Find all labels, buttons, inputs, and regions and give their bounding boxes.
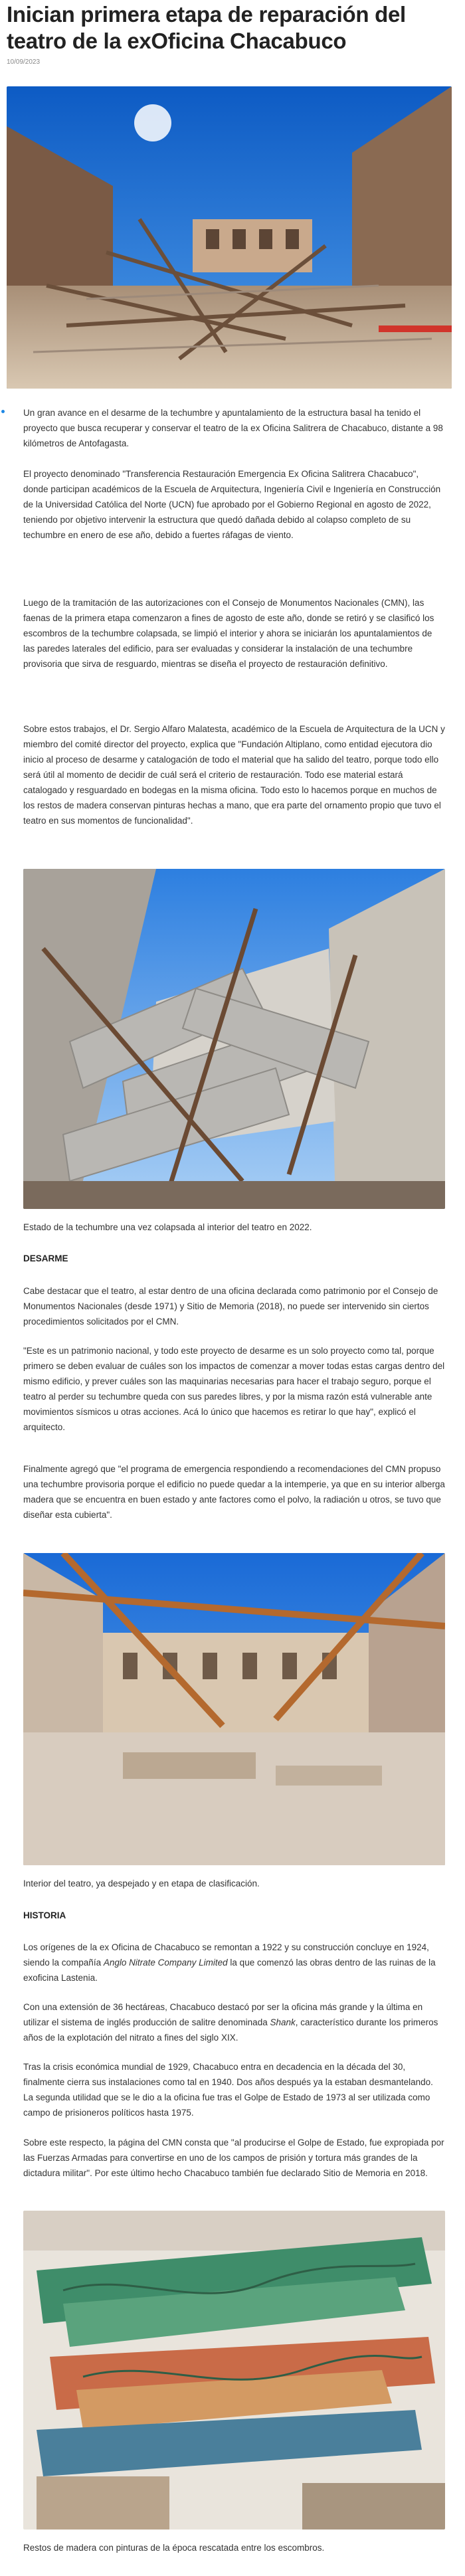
section-heading-desarme: DESARME: [23, 1253, 68, 1263]
article-date: 10/09/2023: [7, 58, 41, 66]
paragraph-5: Cabe destacar que el teatro, al estar dentro de una oficina declarada como patrimonio por el Consejo de Monumentos Nacionales (desde 1971) y Sitio de Memoria (2018), no puede ser intervenido sin ciertos procedimientos solicitados por el CMN.: [23, 1286, 438, 1327]
paragraph-6: "Este es un patrimonio nacional, y todo este proyecto de desarme es un solo proyecto como tal, porque primero se deben evaluar de cuáles son los impactos de comenzar a mover todas estas cargas dentro del mismo edificio, y prever cuáles son las maquinarias necesarias para hacer el trabajo seguro, porque el teatro al perder su techumbre queda con sus paredes libres, y por la misma razón está vulnerable ante movimientos sísmicos u otras acciones. Acá lo único que hacemos es retirar lo que hay", explicó el arquitecto.: [23, 1346, 445, 1432]
paragraph-1: Un gran avance en el desarme de la techumbre y apuntalamiento de la estructura basal ha tenido el proyecto que busca recuperar y conservar el teatro de la ex Oficina Salitrera de Chacabuco, distante a 98 kilómetros de Antofagasta.: [23, 408, 443, 448]
caption-photo-1: Estado de la techumbre una vez colapsada al interior del teatro en 2022.: [23, 1222, 312, 1232]
photo-collapsed-roof: [23, 869, 445, 1209]
paragraph-2: El proyecto denominado "Transferencia Restauración Emergencia Ex Oficina Salitrera Chacabuco", donde participan académicos de la Escuela de Arquitectura, Ingeniería Civil e Ingeniería en Construcción de la Universidad Católica del Norte (UCN) fue aprobado por el Gobierno Regional en agosto de 2022, teniendo por objetivo intervenir la estructura que quedó dañada debido al colapso completo de su techumbre en enero de ese año, debido a fuertes ráfagas de viento.: [23, 469, 441, 540]
photo-painted-wood: [23, 2211, 445, 2530]
paragraph-9: Con una extensión de 36 hectáreas, Chacabuco destacó por ser la oficina más grande y la última en utilizar el sistema de inglés producción de salitre denominada Shank, característico durante los primeros años de la explotación del nitrato a fines del siglo XIX.: [23, 2002, 438, 2043]
hero-image: [7, 86, 452, 389]
paragraph-11: Sobre este respecto, la página del CMN consta que "al producirse el Golpe de Estado, fue expropiada por las Fuerzas Armadas para convertirse en uno de los campos de prisión y tortura más grandes de la dictadura militar". Por este último hecho Chacabuco también fue declarado Sitio de Memoria en 2018.: [23, 2138, 444, 2178]
paragraph-4: Sobre estos trabajos, el Dr. Sergio Alfaro Malatesta, académico de la Escuela de Arquitectura de la UCN y miembro del comité director del proyecto, explica que "Fundación Altiplano, como entidad ejecutora dio inicio al proceso de desarme y catalogación de todo el material que ha salido del teatro, porque todo ello será útil al momento de decidir de cuál será el criterio de restauración. Todo ese material estará catalogado y resguardado en bodegas en la misma oficina. Todo esto lo hacemos porque en muchos de los restos de madera conservan pinturas hechas a mano, que era parte del ornamento propio que tuvo el teatro en sus momentos de funcionalidad".: [23, 724, 445, 826]
paragraph-8: Los orígenes de la ex Oficina de Chacabuco se remontan a 1922 y su construcción concluye en 1924, siendo la compañía Anglo Nitrate Company Limited la que comenzó las obras dentro de las ruinas de la exoficina Lastenia.: [23, 1942, 436, 1983]
photo-cleared-interior: [23, 1553, 445, 1865]
section-heading-historia: HISTORIA: [23, 1910, 66, 1920]
caption-photo-2: Interior del teatro, ya despejado y en etapa de clasificación.: [23, 1879, 260, 1888]
caption-photo-3: Restos de madera con pinturas de la época rescatada entre los escombros.: [23, 2543, 325, 2553]
article-title: Inician primera etapa de reparación del teatro de la exOficina Chacabuco: [7, 2, 406, 53]
paragraph-10: Tras la crisis económica mundial de 1929, Chacabuco entra en decadencia en la década del 30, finalmente cierra sus instalaciones como tal en 1940. Dos años después ya la estaban desmantelando. La segunda utilidad que se le dio a la oficina fue tras el Golpe de Estado de 1973 al ser utilizada como campo de prisioneros políticos hasta 1975.: [23, 2062, 433, 2118]
paragraph-7: Finalmente agregó que "el programa de emergencia respondiendo a recomendaciones del CMN propuso una techumbre provisoria porque el edificio no puede quedar a la intemperie, ya que en su interior alberga madera que se encuentra en buen estado y ante factores como el polvo, la radiación u otros, se tuvo que diseñar esta cubierta".: [23, 1464, 445, 1520]
paragraph-3: Luego de la tramitación de las autorizaciones con el Consejo de Monumentos Nacionales (CMN), las faenas de la primera etapa comenzaron a fines de agosto de este año, donde se retiró y se clasificó los escombros de la techumbre colapsada, se limpió el interior y ahora se iniciarán los apuntalamientos de las paredes laterales del edificio, para ser evaluadas y considerar la instalación de una techumbre provisoria que sirva de resguardo, mientras se diseña el proyecto de restauración definitivo.: [23, 598, 434, 669]
accent-bullet: [1, 410, 5, 413]
